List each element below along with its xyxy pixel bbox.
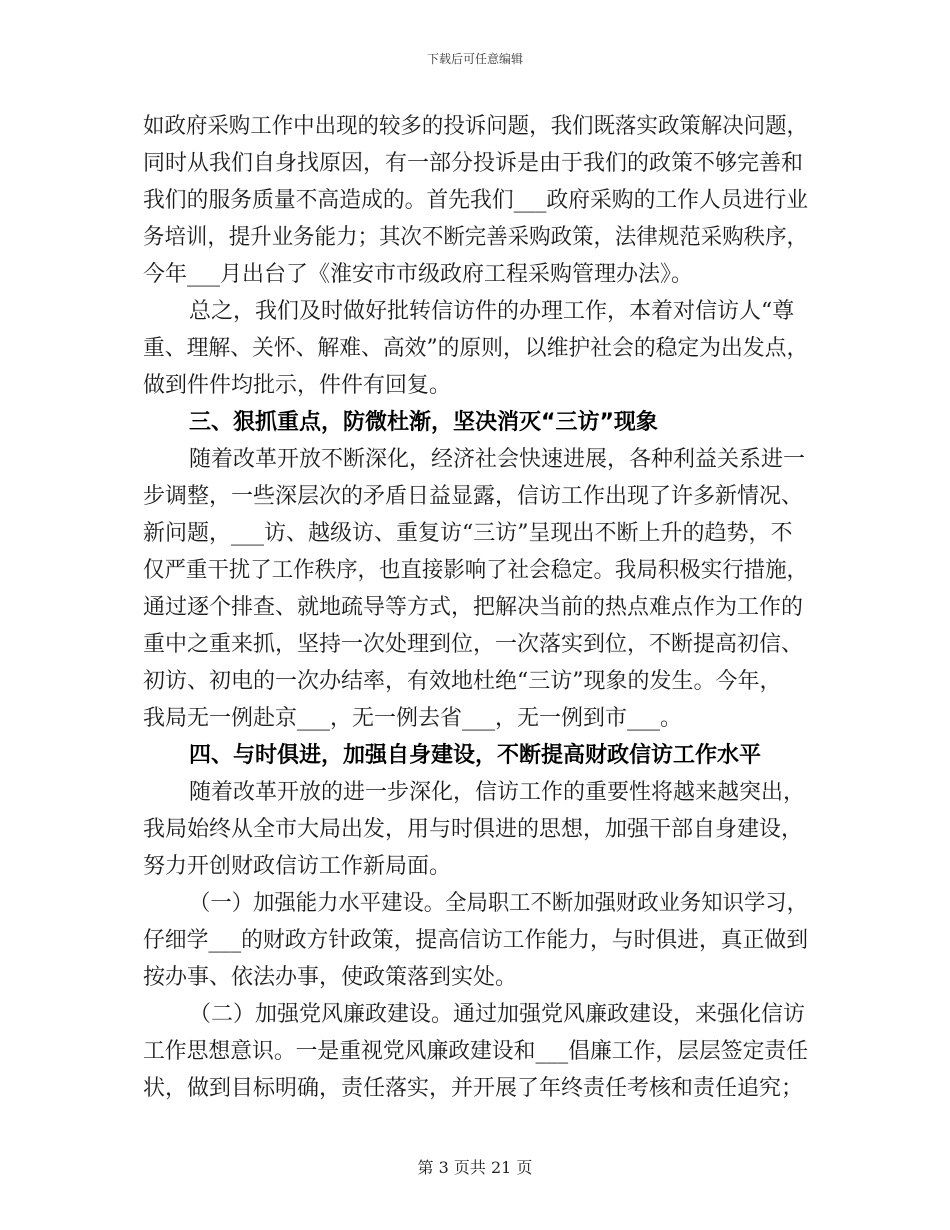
body-line: 总之，我们及时做好批转信访件的办理工作，本着对信访人“尊 [189,299,795,324]
body-line: 我局始终从全市大局出发，用与时俱进的思想，加强干部自身建设， [143,817,804,842]
body-line: 我们的服务质量不高造成的。首先我们___政府采购的工作人员进行业 [143,188,809,213]
body-line: 同时从我们自身找原因，有一部分投诉是由于我们的政策不够完善和 [143,151,804,176]
page-header: 下载后可任意编辑 [426,52,523,66]
body-line: 我局无一例赴京___，无一例去省___，无一例到市___。 [143,706,683,731]
body-line: 重中之重来抓，坚持一次处理到位，一次落实到位，不断提高初信、 [143,632,804,657]
body-line: 务培训，提升业务能力；其次不断完善采购政策，法律规范采购秩序， [143,225,809,250]
body-line: 通过逐个排查、就地疏导等方式，把解决当前的热点难点作为工作的 [143,595,804,620]
body-line: 初访、初电的一次办结率，有效地杜绝“三访”现象的发生。今年， [143,669,782,694]
section-heading: 四、与时俱进，加强自身建设，不断提高财政信访工作水平 [189,743,762,768]
body-line: 仔细学___的财政方针政策，提高信访工作能力，与时俱进，真正做到 [143,928,809,953]
body-line: 随着改革开放的进一步深化，信访工作的重要性将越来越突出， [189,780,806,805]
body-line: 步调整，一些深层次的矛盾日益显露，信访工作出现了许多新情况、 [143,484,804,509]
body-line: 随着改革开放不断深化，经济社会快速进展，各种利益关系进一 [189,447,806,472]
page-number: 第 3 页共 21 页 [417,1158,533,1177]
body-line: （二）加强党风廉政建设。通过加强党风廉政建设，来强化信访 [189,1002,806,1027]
body-line: 工作思想意识。一是重视党风廉政建设和___倡廉工作，层层签定责任 [143,1039,809,1064]
body-line: 做到件件均批示，件件有回复。 [143,373,452,398]
body-line: 重、理解、关怀、解难、高效”的原则，以维护社会的稳定为出发点， [143,336,809,361]
body-line: 仅严重干扰了工作秩序，也直接影响了社会稳定。我局积极实行措施， [143,558,809,583]
body-line: 努力开创财政信访工作新局面。 [143,854,452,879]
body-line: 按办事、依法办事，使政策落到实处。 [143,965,518,990]
section-heading: 三、狠抓重点，防微杜渐，坚决消灭“三访”现象 [189,410,658,435]
body-line: 如政府采购工作中出现的较多的投诉问题，我们既落实政策解决问题， [143,114,809,139]
body-line: 新问题，___访、越级访、重复访“三访”呈现出不断上升的趋势，不 [143,521,793,546]
body-line: （一）加强能力水平建设。全局职工不断加强财政业务知识学习， [189,891,809,916]
body-line: 状，做到目标明确，责任落实，并开展了年终责任考核和责任追究； [143,1076,804,1101]
body-line: 今年___月出台了《淮安市市级政府工程采购管理办法》。 [143,262,694,287]
